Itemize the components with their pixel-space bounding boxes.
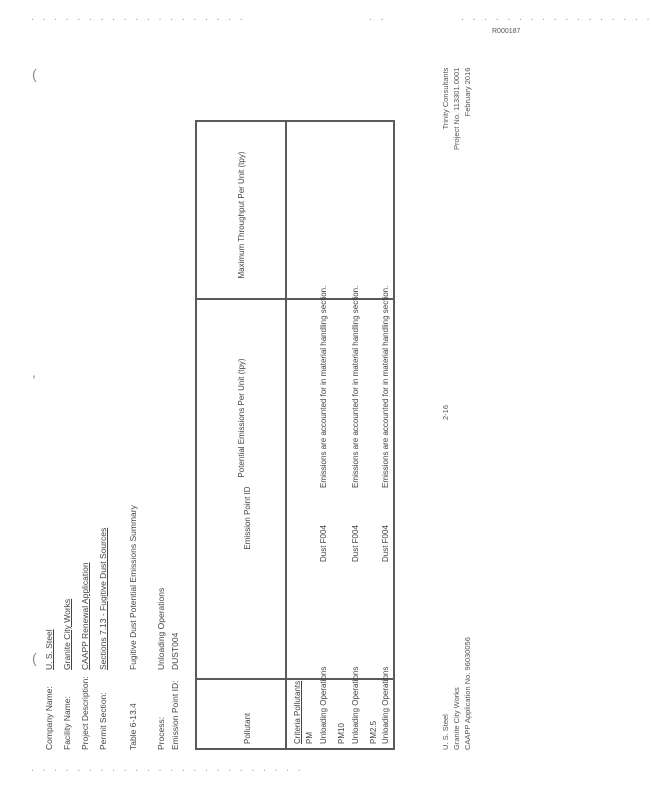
- facility-label: Facility Name:: [62, 696, 72, 750]
- process-value: Unloading Operations: [156, 587, 166, 670]
- footer-facility: Granite City Works: [452, 687, 461, 750]
- pollutant-cell: PM: [305, 732, 314, 744]
- facility-value: Granite City Works: [62, 598, 72, 670]
- page-number: 2-16: [441, 404, 450, 420]
- footer-project-number: Project No. 113301.0001: [452, 67, 461, 150]
- emission-point-label: Emission Point ID:: [170, 680, 180, 750]
- pollutant-cell: Unloading Operations: [319, 666, 328, 744]
- pollutant-cell: Unloading Operations: [381, 666, 390, 744]
- permit-section-label: Permit Section:: [98, 692, 108, 750]
- header-potential-emissions: Potential Emissions Per Unit (tpy): [237, 358, 246, 478]
- table-title: Fugitive Dust Potential Emissions Summary: [128, 505, 138, 670]
- footer-right: [440, 68, 473, 150]
- column-divider: [197, 298, 393, 300]
- emission-point-value: DUST004: [170, 632, 180, 670]
- footer-application-number: CAAPP Application No. 96030056: [463, 637, 472, 750]
- header-pollutant: Pollutant: [243, 712, 252, 744]
- footer-company: U. S. Steel: [441, 714, 450, 750]
- footer-consultant: Trinity Consultants: [441, 67, 450, 130]
- punch-hole-mark-bottom: (: [32, 650, 37, 666]
- scan-artifact-top-left: . . . . . . . . . . . . . . . . . . .: [30, 14, 245, 23]
- column-divider: [197, 678, 393, 680]
- scan-artifact-top-middle: . .: [368, 14, 386, 23]
- scan-artifact-top-right: . . . . . . . . . . . . . . . . .: [460, 14, 651, 23]
- company-label: Company Name:: [44, 686, 54, 750]
- header-emission-point-id: Emission Point ID: [243, 486, 252, 550]
- project-description-value: CAAPP Renewal Application: [80, 562, 90, 670]
- header-divider: [285, 122, 287, 748]
- emission-point-cell: Dust F004: [381, 525, 390, 562]
- header-maximum-throughput: Maximum Throughput Per Unit (tpy): [237, 151, 246, 279]
- note-cell: Emissions are accounted for in material handling section.: [381, 285, 390, 488]
- pollutant-cell: PM10: [337, 723, 346, 744]
- note-cell: Emissions are accounted for in material handling section.: [319, 285, 328, 488]
- category-label: Criteria Pollutants: [293, 680, 302, 744]
- bates-number: R000187: [492, 28, 521, 35]
- rotated-document-page: [40, 40, 580, 760]
- emission-point-cell: Dust F004: [319, 525, 328, 562]
- note-cell: Emissions are accounted for in material handling section.: [351, 285, 360, 488]
- scan-artifact-bottom-left: . . . . . . . . . . . . . . . . . . . . . . . .: [30, 765, 303, 774]
- footer-left: [440, 637, 473, 750]
- permit-section-value: Sections 7.13 - Fugitive Dust Sources: [98, 527, 108, 670]
- emission-point-cell: Dust F004: [351, 525, 360, 562]
- footer-date: February 2016: [463, 67, 472, 117]
- punch-hole-mark-middle: ,: [32, 364, 36, 380]
- project-description-label: Project Description:: [80, 676, 90, 750]
- company-value: U. S. Steel: [44, 629, 54, 670]
- document-header: [40, 528, 112, 750]
- emissions-table: [195, 120, 395, 750]
- pollutant-cell: Unloading Operations: [351, 666, 360, 744]
- pollutant-cell: PM2.5: [369, 720, 378, 744]
- process-label: Process:: [156, 716, 166, 750]
- punch-hole-mark-top: (: [32, 66, 37, 82]
- table-number: Table 6-13.4: [128, 703, 138, 750]
